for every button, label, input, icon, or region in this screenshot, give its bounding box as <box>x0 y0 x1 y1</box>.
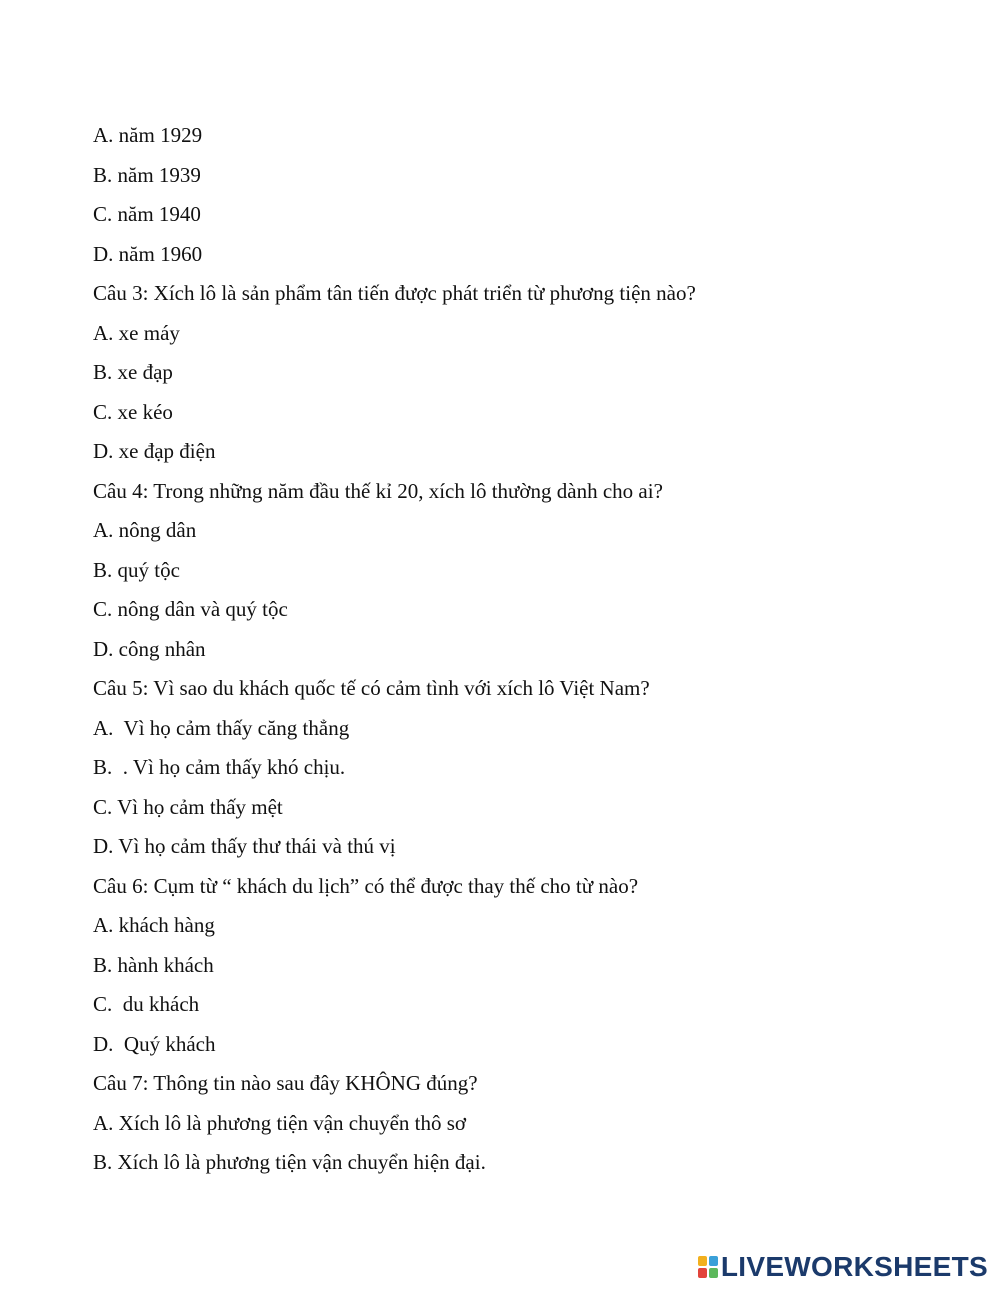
liveworksheets-logo-icon <box>698 1256 718 1278</box>
question-4: Câu 4: Trong những năm đầu thế kỉ 20, xích lô thường dành cho ai? <box>93 478 663 503</box>
question-3-option-d: D. xe đạp điện <box>93 439 216 463</box>
question-3: Câu 3: Xích lô là sản phẩm tân tiến được phát triển từ phương tiện nào? <box>93 281 696 305</box>
question-5-option-a: A. Vì họ cảm thấy căng thẳng <box>93 715 350 740</box>
question-5-option-c: C. Vì họ cảm thấy mệt <box>93 794 283 819</box>
liveworksheets-logo <box>698 1252 988 1282</box>
question-5-option-b: B. . Vì họ cảm thấy khó chịu. <box>93 755 346 779</box>
question-4-option-a: A. nông dân <box>93 518 197 542</box>
question-3-option-a: A. xe máy <box>93 320 180 345</box>
option-b-year-1939: B. năm 1939 <box>93 162 201 187</box>
question-5: Câu 5: Vì sao du khách quốc tế có cảm tình với xích lô Việt Nam? <box>93 676 650 700</box>
question-5-option-d: D. Vì họ cảm thấy thư thái và thú vị <box>93 834 396 858</box>
question-7: Câu 7: Thông tin nào sau đây KHÔNG đúng? <box>93 1071 478 1095</box>
question-4-option-b: B. quý tộc <box>93 557 180 582</box>
question-6-option-a: A. khách hàng <box>93 913 215 937</box>
option-c-year-1940: C. năm 1940 <box>93 202 201 226</box>
question-3-option-c: C. xe kéo <box>93 399 173 424</box>
question-7-option-a: A. Xích lô là phương tiện vận chuyển thô sơ <box>93 1110 467 1135</box>
question-6-option-c: C. du khách <box>93 992 200 1016</box>
option-a-year-1929: A. năm 1929 <box>93 123 203 147</box>
question-6: Câu 6: Cụm từ “ khách du lịch” có thể được thay thế cho từ nào? <box>93 873 639 898</box>
question-6-option-b: B. hành khách <box>93 952 214 977</box>
liveworksheets-logo-text: LIVEWORKSHEETS <box>720 1251 988 1282</box>
question-list <box>93 116 953 1183</box>
question-6-option-d: D. Quý khách <box>93 1031 216 1056</box>
question-4-option-d: D. công nhân <box>93 636 206 661</box>
question-4-option-c: C. nông dân và quý tộc <box>93 597 288 621</box>
question-7-option-b: B. Xích lô là phương tiện vận chuyển hiện đại. <box>93 1150 486 1174</box>
option-d-year-1960: D. năm 1960 <box>93 241 203 266</box>
question-3-option-b: B. xe đạp <box>93 360 173 384</box>
